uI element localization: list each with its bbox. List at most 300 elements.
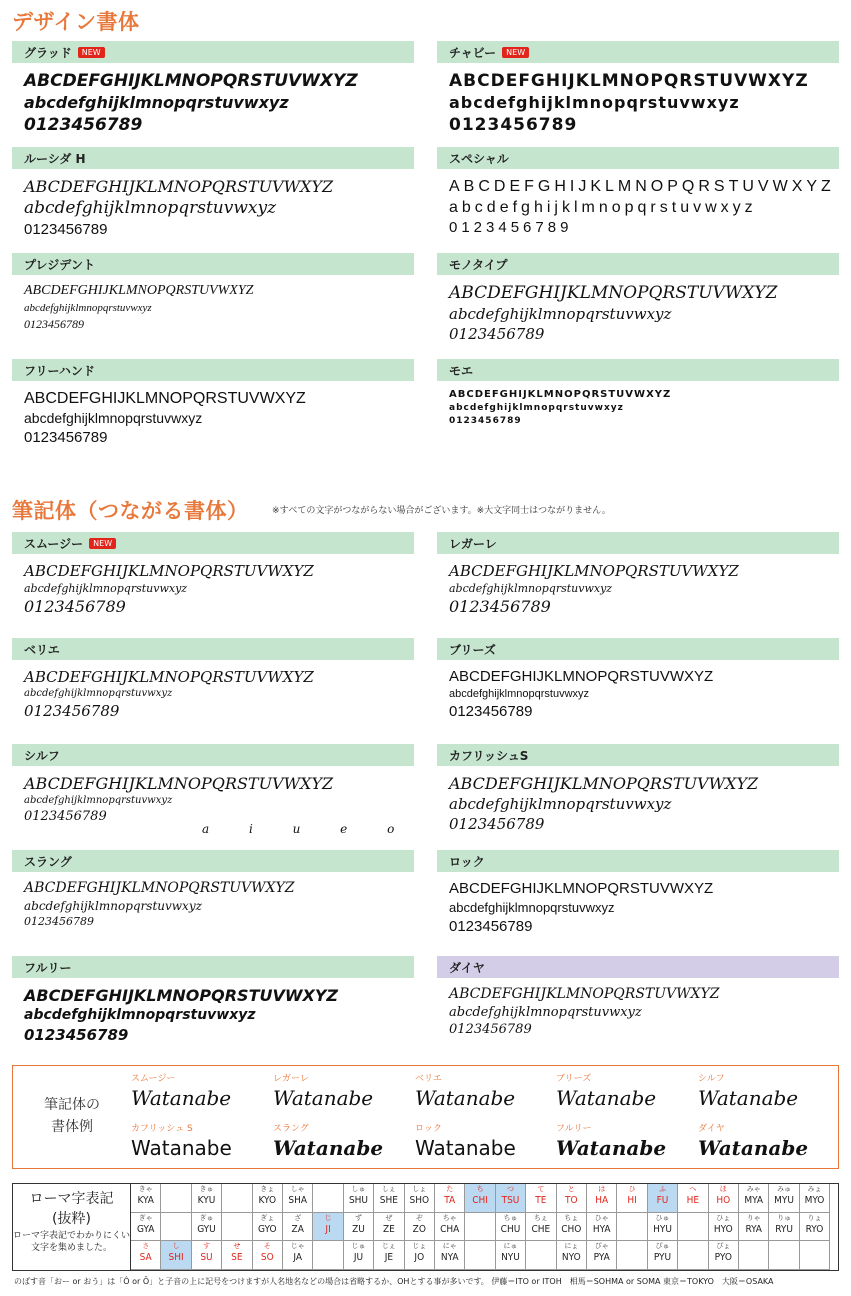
sample-digits: 0123456789 [24,915,94,929]
romaji-kana: ふ [658,1185,666,1193]
romaji-cell [709,1213,739,1242]
example-label: ブリーズ [556,1074,592,1084]
sample-lower: abcdefghijklmnopqrstuvwxyz [449,582,613,595]
romaji-cell [344,1213,374,1242]
romaji-romanization: SHI [168,1252,184,1264]
sample-upper: ABCDEFGHIJKLMNOPQRSTUVWXYZ [449,986,720,1002]
design-font-font-name: モエ [449,363,474,378]
romaji-cell [769,1241,799,1270]
sample-digits: 0123456789 [449,815,545,834]
design-font-font-name: モノタイプ [449,257,508,272]
sample-upper: ABCDEFGHIJKLMNOPQRSTUVWXYZ [24,283,254,298]
example-label: フルリー [556,1124,592,1134]
sample-lower: abcdefghijklmnopqrstuvwxyz [24,93,289,113]
cursive-font-card-header [12,638,414,660]
romaji-kana: ほ [719,1185,727,1193]
sample-digits: 0123456789 [449,703,533,721]
romaji-romanization: CHI [472,1195,488,1206]
sample-upper: ABCDEFGHIJKLMNOPQRSTUVWXYZ [449,178,835,195]
romaji-romanization: HYU [653,1223,672,1235]
romaji-cell [465,1184,495,1213]
example-word: Watanabe [415,1086,516,1110]
romaji-kana: じゃ [290,1242,305,1251]
romaji-kana: て [537,1185,545,1193]
example-word: Watanabe [131,1086,232,1110]
cursive-font-card [12,638,414,720]
sample-lower: abcdefghijklmnopqrstuvwxyz [449,688,590,700]
romaji-romanization: RYO [805,1223,824,1235]
design-font-card [437,253,839,343]
romaji-kana: しゅ [351,1185,366,1193]
sample-upper: ABCDEFGHIJKLMNOPQRSTUVWXYZ [449,774,759,793]
romaji-cell [344,1241,374,1270]
romaji-kana: じぇ [381,1242,396,1251]
romaji-kana: ぴゅ [655,1242,670,1251]
example-label: レガーレ [273,1074,309,1084]
romaji-kana: さ [142,1242,150,1251]
romaji-kana: にゃ [442,1242,457,1251]
romaji-cell [344,1184,374,1213]
sample-lower: abcdefghijklmnopqrstuvwxyz [24,898,202,913]
romaji-romanization: MYA [744,1195,764,1206]
romaji-cell [465,1241,495,1270]
sample-digits: 0123456789 [449,415,522,426]
romaji-kana: ず [354,1213,362,1222]
sample-digits: 0123456789 [24,220,108,238]
example-word: Watanabe [273,1136,384,1160]
romaji-title-line2: (抜粋) [52,1211,91,1227]
example-item [131,1071,231,1110]
sample-digits: 0123456789 [24,114,143,135]
romaji-romanization: TA [444,1195,456,1206]
romaji-romanization: RYA [745,1223,762,1235]
romaji-cell [617,1184,647,1213]
example-item [273,1071,373,1110]
romaji-romanization: JU [353,1252,364,1264]
romaji-romanization: MYO [804,1195,825,1206]
romaji-cell [405,1213,435,1242]
romaji-romanization: PYO [714,1252,732,1264]
sample-upper: ABCDEFGHIJKLMNOPQRSTUVWXYZ [449,283,778,303]
romaji-romanization: GYO [258,1223,277,1235]
romaji-kana: きゃ [138,1185,153,1193]
design-font-card-header [12,359,414,381]
romaji-romanization: ZO [412,1223,426,1235]
romaji-kana: ちゅ [503,1213,518,1222]
romaji-cell [800,1184,830,1213]
example-label: ダイヤ [698,1124,725,1134]
design-section-title: デザイン書体 [12,10,140,34]
romaji-cell [648,1241,678,1270]
sample-upper: ABCDEFGHIJKLMNOPQRSTUVWXYZ [24,668,314,686]
romaji-kana: にゅ [503,1242,518,1251]
romaji-table [12,1183,839,1271]
romaji-cell [678,1241,708,1270]
romaji-romanization: TSU [501,1195,520,1206]
romaji-romanization: NYO [561,1252,581,1264]
romaji-cell [405,1184,435,1213]
cursive-font-card-header [12,850,414,872]
sample-lower: abcdefghijklmnopqrstuvwxyz [449,199,757,217]
romaji-kana: ひょ [716,1213,731,1222]
cursive-font-font-name: シルフ [24,748,60,763]
new-badge: NEW [502,47,529,58]
cursive-font-card-header [437,850,839,872]
example-label: カフリッシュ S [131,1124,193,1134]
romaji-cell [374,1184,404,1213]
romaji-title [13,1184,131,1270]
new-badge: NEW [78,47,105,58]
cursive-font-font-name: ロック [449,854,485,869]
romaji-cell [800,1241,830,1270]
romaji-kana: へ [689,1185,697,1193]
romaji-romanization: RYU [775,1223,793,1235]
romaji-romanization: PYA [593,1252,610,1264]
cursive-font-font-name: スラング [24,854,72,869]
cursive-example-box [12,1065,839,1169]
romaji-cell [131,1213,161,1242]
romaji-note: ローマ字表記でわかりにくい文字を集めました。 [13,1231,131,1253]
romaji-kana: と [567,1185,575,1193]
romaji-kana: つ [506,1185,514,1193]
sample-lower: abcdefghijklmnopqrstuvwxyz [449,403,624,413]
romaji-cell [496,1184,526,1213]
design-font-card [12,41,414,135]
sample-digits: 0123456789 [449,597,551,617]
romaji-kana: ひゅ [655,1213,670,1222]
sample-digits: 0123456789 [449,114,578,135]
romaji-cell [769,1213,799,1242]
example-label: スラング [273,1124,309,1134]
sample-digits: 0123456789 [449,917,533,935]
example-item [131,1121,232,1160]
romaji-kana: ぎゅ [199,1213,214,1222]
cursive-section-note: ※すべての文字がつながらない場合がございます。※大文字同士はつながりません。 [272,506,611,516]
romaji-romanization: KYU [197,1195,216,1206]
example-word: Watanabe [415,1136,516,1160]
romaji-cell [313,1241,343,1270]
romaji-cell [253,1241,283,1270]
cursive-font-card [12,532,414,616]
design-font-card [437,41,839,135]
romaji-romanization: JO [414,1252,425,1264]
example-word: Watanabe [698,1136,809,1160]
example-item [556,1071,656,1110]
romaji-cell [222,1241,252,1270]
romaji-kana: きゅ [199,1185,214,1193]
romaji-cell [283,1213,313,1242]
romaji-cell [253,1213,283,1242]
romaji-cell [678,1184,708,1213]
romaji-cell [161,1213,191,1242]
sample-upper: ABCDEFGHIJKLMNOPQRSTUVWXYZ [24,986,339,1005]
sample-upper: ABCDEFGHIJKLMNOPQRSTUVWXYZ [449,389,672,400]
romaji-cell [526,1213,556,1242]
romaji-cell [526,1184,556,1213]
example-item [698,1071,798,1110]
example-item [556,1121,666,1160]
romaji-kana: ぎょ [260,1213,275,1222]
cursive-font-font-name: レガーレ [449,536,497,551]
romaji-kana: そ [263,1242,271,1251]
cursive-font-card-header [437,956,839,978]
romaji-cell [617,1241,647,1270]
example-word: Watanabe [131,1136,232,1160]
cursive-font-card-header [437,638,839,660]
cursive-font-card [12,956,414,1044]
romaji-cell [769,1184,799,1213]
cursive-font-font-name: フルリー [24,960,72,975]
romaji-kana: みょ [807,1185,822,1193]
romaji-romanization: SHU [348,1195,369,1206]
sample-lower: abcdefghijklmnopqrstuvwxyz [24,301,152,314]
romaji-cell [587,1241,617,1270]
sample-digits: 0123456789 [24,1025,129,1044]
romaji-cell [405,1241,435,1270]
romaji-romanization: HYA [592,1223,611,1235]
romaji-cell [313,1213,343,1242]
romaji-romanization: JA [293,1252,303,1264]
romaji-cell [435,1184,465,1213]
romaji-cell [131,1241,161,1270]
romaji-cell [648,1213,678,1242]
cursive-font-card [437,532,839,616]
romaji-kana: ざ [294,1213,302,1222]
romaji-cell [739,1184,769,1213]
romaji-romanization: SA [139,1252,152,1264]
romaji-cell [617,1213,647,1242]
romaji-romanization: SE [231,1252,243,1264]
sample-upper: ABCDEFGHIJKLMNOPQRSTUVWXYZ [449,562,739,580]
sample-lower: abcdefghijklmnopqrstuvwxyz [24,582,188,595]
design-font-font-name: スペシャル [449,151,509,166]
cursive-font-card [12,850,414,928]
romaji-romanization: HYO [713,1223,733,1235]
romaji-kana: にょ [564,1242,579,1251]
cursive-font-font-name: ダイヤ [449,960,485,975]
romaji-romanization: ZU [352,1223,365,1235]
romaji-kana: は [598,1185,606,1193]
romaji-cell [253,1184,283,1213]
romaji-romanization: GYU [197,1223,216,1235]
cursive-font-card-header [437,532,839,554]
sylph-vowels-sample: a i u e o [202,822,413,836]
romaji-cell [739,1213,769,1242]
romaji-cell [557,1241,587,1270]
romaji-kana: ちぇ [533,1213,548,1222]
romaji-kana: ひゃ [594,1213,609,1222]
example-title-line1: 筆記体の [44,1097,100,1113]
romaji-romanization: SO [260,1252,274,1264]
romaji-kana: ちょ [564,1213,579,1222]
sample-upper: ABCDEFGHIJKLMNOPQRSTUVWXYZ [24,562,314,580]
romaji-romanization: SHE [379,1195,398,1206]
romaji-cell [192,1241,222,1270]
romaji-romanization: GYA [137,1223,155,1235]
cursive-font-card-header [12,956,414,978]
romaji-romanization: CHO [561,1223,582,1235]
sample-digits: 0123456789 [24,702,120,720]
sample-upper: ABCDEFGHIJKLMNOPQRSTUVWXYZ [24,177,334,196]
romaji-romanization: MYU [774,1195,794,1206]
romaji-romanization: PYU [653,1252,672,1264]
romaji-cell [192,1184,222,1213]
romaji-kana: ぜ [385,1213,393,1222]
romaji-cell [709,1184,739,1213]
sample-digits: 0123456789 [24,316,84,331]
design-font-font-name: ルーシダ H [24,151,86,166]
design-font-card [12,359,414,447]
example-title [27,1094,117,1139]
sample-lower: abcdefghijklmnopqrstuvwxyz [24,410,203,427]
romaji-kana: じょ [412,1242,427,1251]
sample-upper: ABCDEFGHIJKLMNOPQRSTUVWXYZ [24,880,295,896]
design-font-font-name: グラッド [24,45,72,60]
cursive-font-card-header [437,744,839,766]
example-item [273,1121,383,1160]
romaji-cell [435,1213,465,1242]
romaji-romanization: TE [535,1195,547,1206]
sample-upper: ABCDEFGHIJKLMNOPQRSTUVWXYZ [449,668,714,685]
romaji-kana: りょ [807,1213,822,1222]
example-item [415,1071,515,1110]
new-badge: NEW [89,538,116,549]
romaji-cell [161,1184,191,1213]
romaji-romanization: HE [686,1195,700,1206]
example-word: Watanabe [273,1086,374,1110]
romaji-romanization: SU [200,1252,213,1264]
sample-digits: 0123456789 [449,1022,532,1038]
cursive-font-font-name: カフリッシュS [449,748,529,763]
example-item [415,1121,516,1160]
sample-lower: abcdefghijklmnopqrstuvwxyz [449,1004,642,1020]
romaji-romanization: TO [565,1195,578,1206]
romaji-kana: し [172,1242,180,1251]
design-font-card-header [12,41,414,63]
romaji-cell [313,1184,343,1213]
romaji-cell [587,1213,617,1242]
romaji-cell [283,1241,313,1270]
romaji-cell [800,1213,830,1242]
romaji-cell [557,1213,587,1242]
romaji-romanization: NYA [440,1252,459,1264]
design-font-font-name: プレジデント [24,257,95,272]
romaji-cell [374,1213,404,1242]
romaji-cell [709,1241,739,1270]
romaji-kana: しぇ [381,1185,396,1193]
example-word: Watanabe [556,1086,657,1110]
romaji-romanization: HO [716,1195,731,1206]
romaji-romanization: SHA [288,1195,308,1206]
example-label: シルフ [698,1074,725,1084]
design-font-font-name: チャビー [449,45,497,60]
romaji-cell [131,1184,161,1213]
romaji-cell [435,1241,465,1270]
cursive-font-card [437,956,839,1038]
footnote: のばす音「おー or おう」は「Ô or Ō」と子音の上に記号をつけますが人名地名などの場合は省略するか、OHとする事が多いです。 伊藤＝ITO or ITOH 相馬＝SOHMA or SOMA 東京＝TOKYO 大阪＝OSAKA [14,1277,774,1286]
romaji-romanization: JI [325,1223,331,1235]
romaji-romanization: HA [595,1195,609,1206]
design-font-card [12,147,414,239]
romaji-kana: しょ [412,1185,427,1193]
romaji-romanization: KYA [137,1195,154,1206]
romaji-romanization: SHO [409,1195,430,1206]
design-font-card [437,359,839,427]
romaji-cell [283,1184,313,1213]
cursive-font-card [437,638,839,721]
sample-digits: 0123456789 [24,597,126,617]
romaji-cell [587,1184,617,1213]
sample-upper: ABCDEFGHIJKLMNOPQRSTUVWXYZ [449,71,809,91]
sample-upper: ABCDEFGHIJKLMNOPQRSTUVWXYZ [24,774,334,793]
romaji-cell [192,1213,222,1242]
romaji-kana: す [202,1242,210,1251]
sample-lower: abcdefghijklmnopqrstuvwxyz [24,795,173,807]
cursive-font-card [437,744,839,833]
example-label: スムージー [131,1074,176,1084]
romaji-romanization: CHA [440,1223,460,1235]
romaji-cell [526,1241,556,1270]
cursive-font-card [437,850,839,936]
cursive-font-card [12,744,414,836]
design-font-card [437,147,839,237]
sample-digits: 0123456789 [24,809,107,825]
romaji-kana: じ [324,1213,332,1222]
romaji-cell [222,1213,252,1242]
design-font-card-header [12,253,414,275]
romaji-kana: りゅ [777,1213,792,1222]
example-title-line2: 書体例 [51,1119,93,1136]
sample-digits: 0123456789 [24,428,108,446]
romaji-kana: ちゃ [442,1213,457,1222]
sample-lower: abcdefghijklmnopqrstuvwxyz [449,900,615,915]
romaji-romanization: CHU [500,1223,521,1235]
romaji-romanization: CHE [531,1223,551,1235]
romaji-cell [465,1213,495,1242]
romaji-kana: ぴゃ [594,1242,609,1251]
romaji-cell [739,1241,769,1270]
design-font-card-header [437,253,839,275]
cursive-font-font-name: ベリエ [24,642,60,657]
romaji-romanization: HI [627,1195,637,1206]
cursive-font-card-header [12,532,414,554]
design-font-card-header [12,147,414,169]
design-font-card [12,253,414,331]
sample-lower: abcdefghijklmnopqrstuvwxyz [449,93,740,113]
romaji-kana: ぴょ [716,1242,731,1251]
sample-digits: 0123456789 [449,219,573,237]
romaji-kana: みゅ [777,1185,792,1193]
cursive-font-card-header [12,744,414,766]
romaji-cell [678,1213,708,1242]
sample-lower: abcdefghijklmnopqrstuvwxyz [24,1007,256,1024]
romaji-cell [161,1241,191,1270]
romaji-romanization: JE [384,1252,394,1264]
design-font-card-header [437,147,839,169]
design-font-card-header [437,41,839,63]
cursive-font-font-name: スムージー [24,536,84,551]
romaji-kana: ぞ [415,1213,423,1222]
romaji-romanization: FU [656,1195,669,1206]
romaji-romanization: ZA [291,1223,304,1235]
design-font-card-header [437,359,839,381]
sample-lower: abcdefghijklmnopqrstuvwxyz [449,305,672,324]
example-word: Watanabe [556,1136,667,1160]
example-label: ベリエ [415,1074,442,1084]
romaji-romanization: ZE [382,1223,395,1235]
sample-upper: ABCDEFGHIJKLMNOPQRSTUVWXYZ [449,880,714,897]
romaji-cell [648,1184,678,1213]
